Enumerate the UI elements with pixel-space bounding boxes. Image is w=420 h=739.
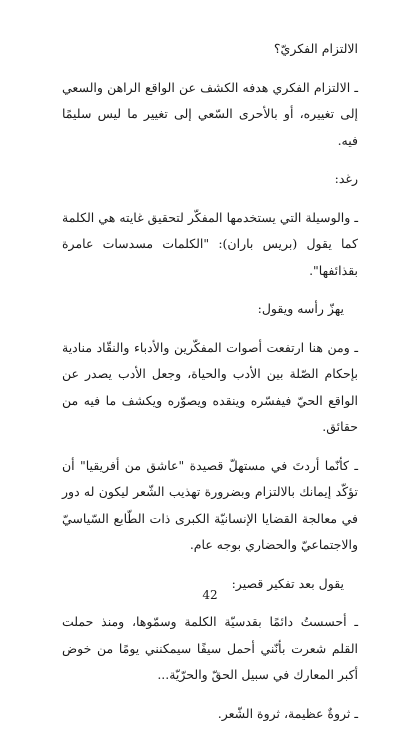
paragraph-wealth-of-poetry: ـ ثروةٌ عظيمة، ثروة الشّعر. xyxy=(217,705,358,721)
page-body xyxy=(62,36,358,739)
speaker-after-thought: يقول بعد تفكير قصير: xyxy=(231,575,344,591)
speaker-raghad: رغد: xyxy=(334,171,358,186)
paragraph-commitment-definition: ـ الالتزام الفكري هدفه الكشف عن الواقع الراهن والسعي إلى تغييره، أو بالأحرى السّعي إلى تغيير ما ليس سليمًا فيه. xyxy=(62,79,358,148)
paragraph-word-as-weapon: ـ والوسيلة التي يستخدمها المفكّر لتحقيق غايته هي الكلمة كما يقول (بريس باران): "الكلمات مسدسات عامرة بقذائفها". xyxy=(62,209,358,278)
paragraph-poem-question: ـ كأنّما أردتَ في مستهلّ قصيدة "عاشق من أفريقيا" أن تؤكّد إيمانك بالالتزام وبضرورة تهذيب الشّعر ليكون له دور في معالجة القضايا الإنسانيّة الكبرى ذات الطّابع السّياسيّ والاجتماعيّ والحضاري بوجه عام. xyxy=(62,457,358,552)
page-number: 42 xyxy=(202,588,218,602)
speaker-nods: يهزّ رأسه ويقول: xyxy=(257,301,344,316)
paragraph-literature-and-life: ـ ومن هنا ارتفعت أصوات المفكّرين والأدباء والنقّاد منادية بإحكام الصّلة بين الأدب والحياة، وجعل الأدب يصدر عن الواقع الحيّ فيفسّره وينقده ويصوّره ويكشف ما فيه من حقائق. xyxy=(62,339,358,434)
question-line: الالتزام الفكريّ؟ xyxy=(273,41,358,56)
paragraph-sanctity-of-word: ـ أحسستُ دائمًا بقدسيّة الكلمة وسمّوها، ومنذ حملت القلم شعرت بأنّني أحمل سيفًا سيمكنني يومًا من خوض أكبر المعارك في سبيل الحقّ والحرّيّة... xyxy=(62,614,358,682)
